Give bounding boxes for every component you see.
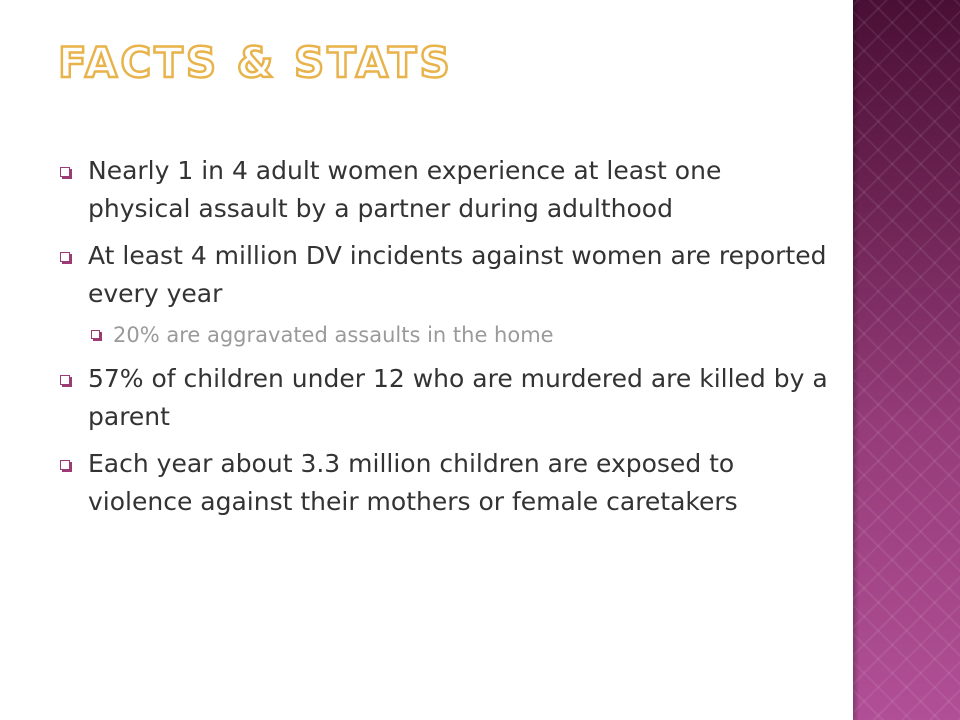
decorative-side-panel bbox=[853, 0, 960, 720]
bullet-list bbox=[60, 152, 830, 530]
square-bullet-icon bbox=[60, 375, 70, 385]
bullet-text: Each year about 3.3 million children are exposed to violence against their mothers or female caretakers bbox=[88, 449, 738, 516]
side-panel-shadow bbox=[853, 0, 859, 720]
bullet-item bbox=[60, 445, 830, 521]
bullet-item bbox=[60, 152, 830, 228]
bullet-item bbox=[60, 360, 830, 436]
bullet-text: Nearly 1 in 4 adult women experience at least one physical assault by a partner during adulthood bbox=[88, 156, 722, 223]
sub-bullet-text: 20% are aggravated assaults in the home bbox=[113, 323, 554, 347]
bullet-item bbox=[60, 237, 830, 313]
bullet-text: At least 4 million DV incidents against women are reported every year bbox=[88, 241, 827, 308]
square-bullet-icon bbox=[91, 330, 100, 339]
square-bullet-icon bbox=[60, 252, 70, 262]
slide-title: FACTS & STATS bbox=[58, 38, 453, 87]
sub-bullet-item bbox=[91, 320, 830, 350]
square-bullet-icon bbox=[60, 167, 70, 177]
square-bullet-icon bbox=[60, 460, 70, 470]
bullet-text: 57% of children under 12 who are murdered are killed by a parent bbox=[88, 364, 828, 431]
